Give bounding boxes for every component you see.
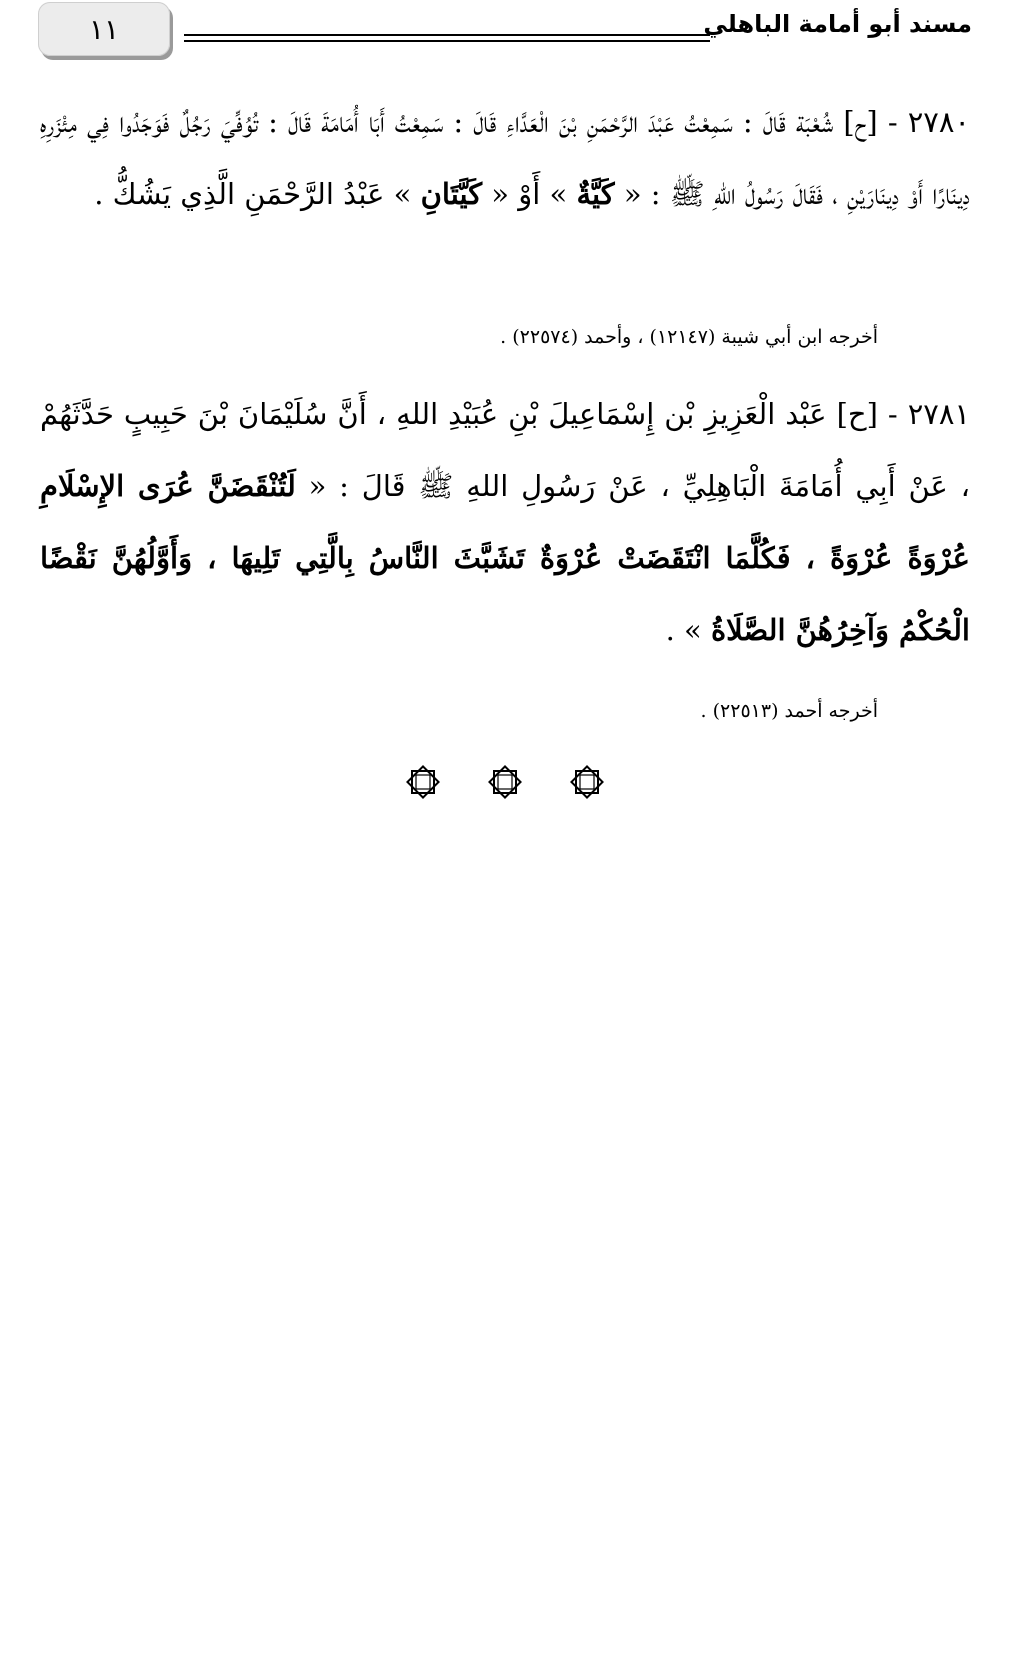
hadith-text-middle: » أَوْ « <box>491 177 568 211</box>
hadith-text-after: » . <box>665 613 702 647</box>
hadith-paragraph <box>40 86 970 230</box>
eight-point-star-icon <box>567 762 607 802</box>
hadith-2780 <box>40 86 970 230</box>
takhrij-2780: أخرجه ابن أبي شيبة (١٢١٤٧) ، وأحمد (٢٢٥٧٤) . <box>500 326 878 348</box>
header-rule-top <box>184 34 710 36</box>
prophetic-word-1: كَيَّةٌ <box>576 177 615 211</box>
header-rule-bottom <box>184 40 710 42</box>
hadith-text-after: » عَبْدُ الرَّحْمَنِ الَّذِي يَشُكُّ . <box>94 177 412 211</box>
section-ornaments <box>0 762 1010 802</box>
eight-point-star-icon <box>485 762 525 802</box>
hadith-2781 <box>40 378 970 666</box>
page-number: ١١ <box>88 12 120 46</box>
hadith-paragraph <box>40 378 970 666</box>
page-header <box>0 0 1010 70</box>
hadith-number: ٢٧٨١ <box>907 397 970 431</box>
hadith-text-before: - [ح] شُعْبَة قَالَ : سَمِعْتُ عَبْدَ الرَّحْمَنِ بْنَ الْعَدَّاءِ قَالَ : سَمِعْتُ أَبَا أُمَامَةَ قَالَ : تُوُفِّيَ رَجُلٌ فَوَجَدُوا فِي مِئْزَرِهِ دِينَارًا أَوْ دِينَارَيْنِ ، فَقَالَ رَسُولُ اللهِ ﷺ : « <box>40 105 970 211</box>
running-title: مسند أبو أمامة الباهلي <box>703 10 972 38</box>
prophetic-saying: لَتُنْقَضَنَّ عُرَى الإِسْلَامِ عُرْوَةً عُرْوَةً ، فَكُلَّمَا انْتَقَضَتْ عُرْوَةٌ تَشَبَّثَ النَّاسُ بِالَّتِي تَلِيهَا ، وَأَوَّلُهُنَّ نَقْضًا الْحُكْمُ وَآخِرُهُنَّ الصَّلَاةُ <box>40 469 970 647</box>
eight-point-star-icon <box>403 762 443 802</box>
page-number-tab <box>38 2 170 56</box>
hadith-number: ٢٧٨٠ <box>907 105 971 139</box>
prophetic-word-2: كَيَّتَانِ <box>420 177 483 211</box>
hadith-text-before: - [ح] عَبْد الْعَزِيزِ بْن إِسْمَاعِيلَ بْنِ عُبَيْدِ اللهِ ، أَنَّ سُلَيْمَانَ بْنَ حَبِيبٍ حَدَّثَهُمْ ، عَنْ أَبِي أُمَامَةَ الْبَاهِلِيِّ ، عَنْ رَسُولِ اللهِ ﷺ قَالَ : « <box>40 397 970 503</box>
takhrij-2781: أخرجه أحمد (٢٢٥١٣) . <box>700 700 878 722</box>
